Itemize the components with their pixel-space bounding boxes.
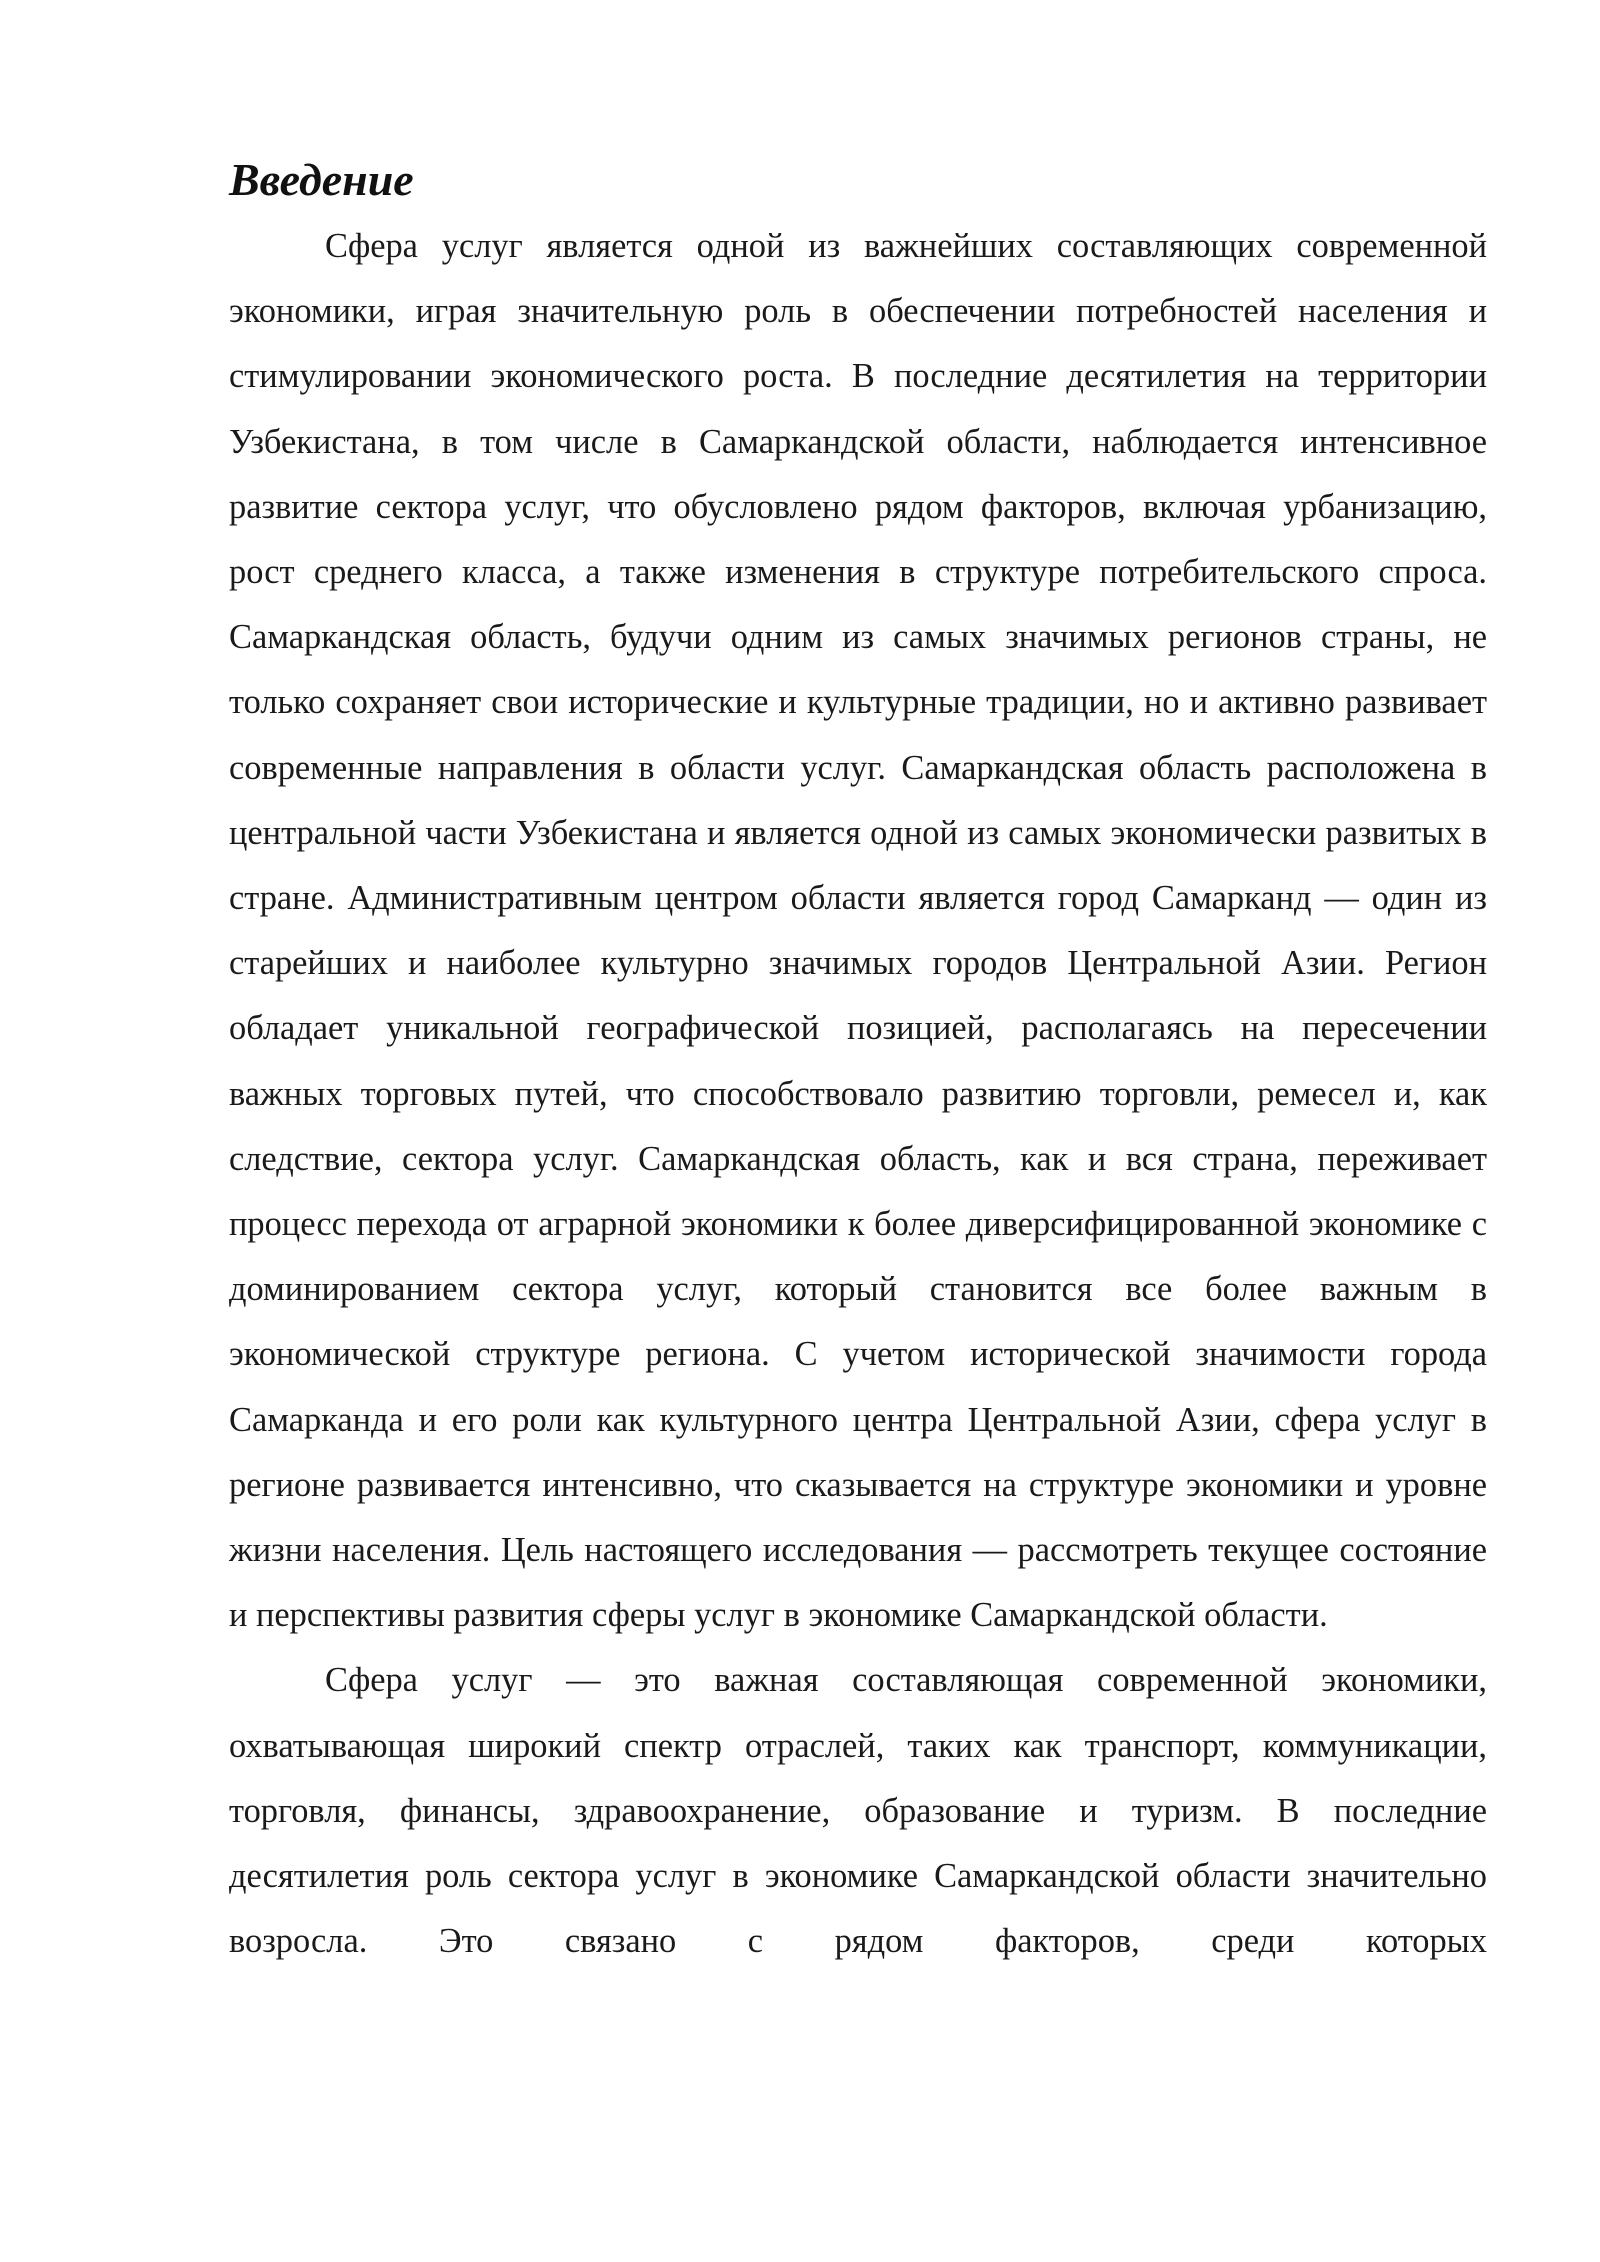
section-heading: Введение — [229, 154, 414, 205]
paragraph-1: Сфера услуг является одной из важнейших составляющих современной экономики, играя значительную роль в обеспечении потребностей населения и стимулировании экономического роста. В последние десятилетия на территории Узбекистана, в том числе в Самаркандской области, наблюдается интенсивное развитие сектора услуг, что обусловлено рядом факторов, включая урбанизацию, рост среднего класса, а также изменения в структуре потребительского спроса. Самаркандская область, будучи одним из самых значимых регионов страны, не только сохраняет свои исторические и культурные традиции, но и активно развивает современные направления в области услуг. Самаркандская область расположена в центральной части Узбекистана и является одной из самых экономически развитых в стране. Административным центром области является город Самарканд — один из старейших и наиболее культурно значимых городов Центральной Азии. Регион обладает уникальной географической позицией, располагаясь на пересечении важных торговых путей, что способствовало развитию торговли, ремесел и, как следствие, сектора услуг. Самаркандская область, как и вся страна, переживает процесс перехода от аграрной экономики к более диверсифицированной экономике с доминированием сектора услуг, который становится все более важным в экономической структуре региона. С учетом исторической значимости города Самарканда и его роли как культурного центра Центральной Азии, сфера услуг в регионе развивается интенсивно, что сказывается на структуре экономики и уровне жизни населения. Цель настоящего исследования — рассмотреть текущее состояние и перспективы развития сферы услуг в экономике Самаркандской области. — [229, 227, 1487, 1635]
paragraph-2: Сфера услуг — это важная составляющая современной экономики, охватывающая широкий спектр отраслей, таких как транспорт, коммуникации, торговля, финансы, здравоохранение, образование и туризм. В последние десятилетия роль сектора услуг в экономике Самаркандской области значительно возросла. Это связано с рядом факторов, среди которых — [229, 1661, 1487, 1961]
document-body — [229, 148, 1487, 1974]
